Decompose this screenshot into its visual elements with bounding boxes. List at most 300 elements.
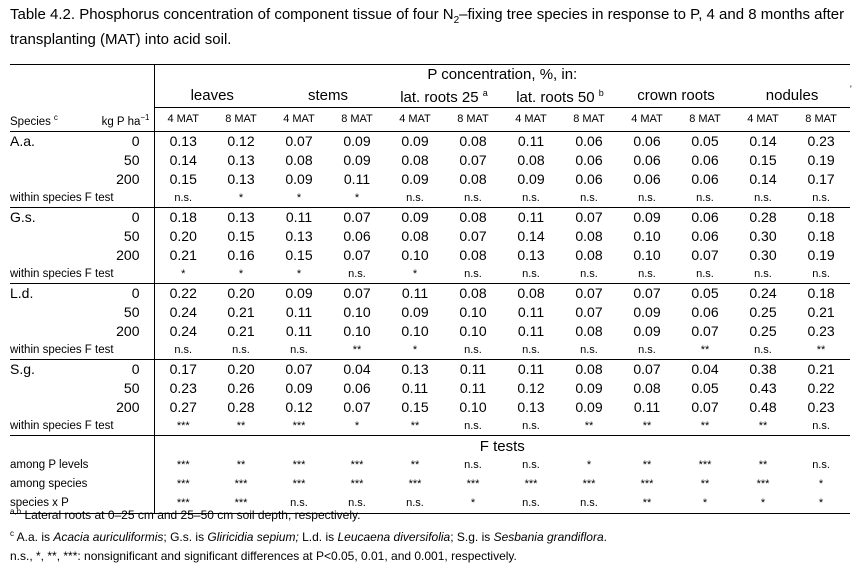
ftest-cell: n.s. [406,192,424,205]
value-cell: 0.09 [575,399,603,416]
value-cell: 0.05 [691,133,719,150]
group-header [270,84,386,108]
value-cell: 0.09 [633,323,661,340]
value-cell: 0.10 [459,304,487,321]
value-cell: 0.21 [792,360,850,380]
value-cell: 0.12 [285,399,313,416]
ftest-cell: n.s. [522,192,540,205]
species-blank [10,379,74,398]
ftest-cell: n.s. [464,344,482,357]
value-cell: 0.04 [676,360,734,380]
table-row [10,132,850,152]
caption-subscript: 2 [453,15,460,26]
ftest-label: within species F test [10,192,114,205]
ftest-cell: n.s. [696,268,714,281]
species-blank [10,246,74,265]
value-cell: 0.22 [154,284,212,304]
value-cell: 0.09 [270,284,328,304]
value-cell: 0.08 [401,152,429,169]
footnote-ns: n.s., *, **, ***: nonsignificant and significant differences at P<0.05, 0.01, and 0.001, respectively. [10,549,517,563]
ftest-cell: * [354,192,360,205]
value-cell: 0.13 [212,208,270,228]
ftest-cell: * [412,268,418,281]
ftest-label: within species F test [10,420,114,433]
ftest-cell: n.s. [638,268,656,281]
ftest-cell: *** [154,417,212,436]
ftest-row [10,189,850,208]
value-cell: 0.11 [285,323,313,340]
ftest-cell: * [354,420,360,433]
ftest-row [10,417,850,436]
ftest-cell: ** [410,420,420,433]
value-cell: 0.13 [285,228,313,245]
ftests-cell: *** [408,478,422,491]
value-cell: 0.08 [517,152,545,169]
value-cell: 0.14 [517,228,545,245]
value-cell: 0.10 [459,399,487,416]
value-cell: 0.15 [154,170,212,189]
value-cell: 0.26 [227,380,255,397]
value-cell: 0.07 [691,323,719,340]
ftest-cell: * [296,192,302,205]
value-cell: 0.11 [517,304,545,321]
value-cell: 0.06 [633,133,661,150]
value-cell: 0.15 [227,228,255,245]
value-cell: 0.15 [401,399,429,416]
kg-header [74,108,154,132]
ftests-cell: ** [700,478,710,491]
ftest-cell: n.s. [232,344,250,357]
ftests-cell: *** [154,475,212,494]
value-cell: 0.21 [227,304,255,321]
kg-value: 0 [74,284,154,304]
ftest-cell: n.s. [290,344,308,357]
value-cell: 0.07 [691,399,719,416]
value-cell: 0.28 [734,208,792,228]
group-header-label: nodules [765,87,819,104]
ftests-cell: *** [292,478,306,491]
species-blank [10,151,74,170]
value-cell: 0.12 [227,133,255,150]
value-cell: 0.07 [328,208,386,228]
value-cell: 0.07 [459,152,487,169]
group-header-label: crown roots [637,87,715,104]
value-cell: 0.10 [343,323,371,340]
value-cell: 0.07 [328,284,386,304]
table-row [10,360,850,380]
data-table [10,64,850,514]
ftest-cell: * [296,268,302,281]
table-row [10,170,850,189]
species-name: G.s. [10,208,74,228]
value-cell: 0.10 [633,247,661,264]
value-cell: 0.09 [517,171,545,188]
value-cell: 0.06 [691,304,719,321]
value-cell: 0.20 [212,360,270,380]
value-cell: 0.10 [343,304,371,321]
caption-part1: Table 4.2. Phosphorus concentration of component tissue of four N [10,6,454,23]
value-cell: 0.14 [154,151,212,170]
value-cell: 0.10 [459,323,487,340]
value-cell: 0.09 [386,208,444,228]
group-header [618,84,734,108]
table-row [10,151,850,170]
ftests-cell: * [818,478,824,491]
footnotes [10,504,850,564]
value-cell: 0.13 [227,152,255,169]
kg-value: 0 [74,208,154,228]
value-cell: 0.05 [691,380,719,397]
ftest-cell: n.s. [580,268,598,281]
value-cell: 0.18 [807,228,835,245]
ftest-cell: n.s. [812,192,830,205]
ftest-cell: n.s. [696,192,714,205]
ftest-cell: ** [816,344,826,357]
table-row [10,208,850,228]
value-cell: 0.11 [502,360,560,380]
ftest-cell: n.s. [812,420,830,433]
value-cell: 0.06 [691,171,719,188]
value-cell: 0.23 [807,399,835,416]
value-cell: 0.12 [517,380,545,397]
mat-header: 4 MAT [618,108,676,132]
value-cell: 0.08 [575,247,603,264]
ftest-cell: n.s. [638,344,656,357]
ftests-cell: *** [524,478,538,491]
ftest-cell: n.s. [580,344,598,357]
group-header-label: leaves [190,87,234,104]
ftests-cell: ** [618,494,676,514]
value-cell: 0.07 [343,247,371,264]
value-cell: 0.10 [401,323,429,340]
value-cell: 0.21 [227,323,255,340]
value-cell: 0.09 [343,133,371,150]
ftests-cell: n.s. [560,494,618,514]
p-concentration-header: P concentration, %, in: [154,65,850,85]
value-cell: 0.11 [502,208,560,228]
ftest-cell: n.s. [464,192,482,205]
mat-header: 8 MAT [444,108,502,132]
species-blank [10,303,74,322]
value-cell: 0.09 [401,171,429,188]
value-cell: 0.06 [575,152,603,169]
footnote-c-part: ; G.s. is [163,530,208,544]
ftests-cell: *** [212,494,270,514]
ftest-cell: n.s. [522,268,540,281]
mat-header: 8 MAT [676,108,734,132]
value-cell: 0.11 [386,284,444,304]
group-header-sup: a [482,88,488,98]
value-cell: 0.13 [517,247,545,264]
kg-value: 50 [123,152,140,169]
footnote-c [10,526,850,545]
table-row [10,246,850,265]
mat-header: 4 MAT [502,108,560,132]
value-cell: 0.08 [459,171,487,188]
value-cell: 0.14 [749,133,777,150]
ftest-cell: n.s. [754,344,772,357]
ftest-cell: n.s. [522,420,540,433]
value-cell: 0.23 [154,379,212,398]
species-header [10,108,74,132]
ftests-cell: *** [350,459,364,472]
ftests-cell: n.s. [812,459,830,472]
value-cell: 0.08 [575,228,603,245]
value-cell: 0.24 [154,303,212,322]
value-cell: 0.13 [517,399,545,416]
value-cell: 0.08 [502,284,560,304]
species-blank [10,322,74,341]
ftests-row [10,456,850,475]
value-cell: 0.20 [154,227,212,246]
value-cell: 0.15 [749,152,777,169]
ftests-cell: * [586,459,592,472]
mat-header: 8 MAT [328,108,386,132]
ftests-row-label: among species [10,478,88,491]
kg-value: 200 [116,399,140,416]
value-cell: 0.04 [328,360,386,380]
header-row-p-concentration [10,65,850,85]
kg-value: 200 [116,171,140,188]
ftests-blank [10,436,154,457]
ftest-cell: n.s. [754,192,772,205]
value-cell: 0.19 [807,152,835,169]
value-cell: 0.15 [285,247,313,264]
value-cell: 0.18 [792,208,850,228]
value-cell: 0.09 [575,380,603,397]
ftests-cell: * [444,494,502,514]
value-cell: 0.22 [807,380,835,397]
ftests-cell: n.s. [328,494,386,514]
table-row [10,303,850,322]
value-cell: 0.07 [285,133,313,150]
value-cell: 0.06 [575,133,603,150]
value-cell: 0.09 [285,380,313,397]
footnote-c-part: L.d. is [298,530,338,544]
value-cell: 0.13 [154,132,212,152]
ftests-cell: n.s. [502,494,560,514]
value-cell: 0.48 [749,399,777,416]
header-blank [10,84,154,108]
species-name: L.d. [10,284,74,304]
ftests-cell: n.s. [270,494,328,514]
kg-value: 0 [74,360,154,380]
value-cell: 0.20 [212,284,270,304]
ftests-title: F tests [154,436,850,457]
kg-value: 200 [116,247,140,264]
value-cell: 0.09 [401,133,429,150]
value-cell: 0.07 [459,228,487,245]
ftests-cell: *** [698,459,712,472]
species-name: A.a. [10,133,35,150]
ftest-row [10,341,850,360]
mat-header: 8 MAT [792,108,850,132]
value-cell: 0.24 [154,322,212,341]
mat-header: 4 MAT [154,108,212,132]
value-cell: 0.06 [343,228,371,245]
value-cell: 0.18 [792,284,850,304]
value-cell: 0.14 [749,171,777,188]
ftests-cell: ** [642,459,652,472]
value-cell: 0.10 [633,228,661,245]
ftests-row-label: species x P [10,494,154,514]
value-cell: 0.06 [633,152,661,169]
footnote-c-part: Leucaena diversifolia [337,530,451,544]
table-row [10,379,850,398]
value-cell: 0.16 [227,247,255,264]
value-cell: 0.38 [734,360,792,380]
value-cell: 0.09 [401,304,429,321]
footnote-c-part: Sesbania grandiflora [493,530,604,544]
value-cell: 0.30 [749,247,777,264]
ftests-cell: *** [154,456,212,475]
species-header-sup: c [53,112,58,122]
value-cell: 0.13 [227,171,255,188]
ftests-cell: *** [292,459,306,472]
ftests-cell: *** [234,478,248,491]
kg-header-sup: −1 [140,112,150,122]
mat-header: 4 MAT [734,108,792,132]
value-cell: 0.07 [343,399,371,416]
value-cell: 0.23 [807,323,835,340]
ftest-cell: n.s. [522,344,540,357]
ftests-cell: ** [758,459,768,472]
ftests-cell: n.s. [522,459,540,472]
group-header [734,84,850,108]
ftest-cell: ** [700,420,710,433]
stray-mark: ' [850,84,852,94]
value-cell: 0.08 [444,284,502,304]
value-cell: 0.25 [749,323,777,340]
value-cell: 0.43 [749,380,777,397]
ftests-cell: *** [350,478,364,491]
value-cell: 0.11 [459,380,487,397]
ftest-cell: n.s. [348,268,366,281]
species-name: S.g. [10,360,74,380]
footnote-ab-text: Lateral roots at 0–25 cm and 25–50 cm soil depth, respectively. [21,508,361,522]
value-cell: 0.07 [560,208,618,228]
value-cell: 0.08 [459,133,487,150]
ftests-cell: n.s. [386,494,444,514]
table-row [10,284,850,304]
value-cell: 0.13 [386,360,444,380]
value-cell: 0.11 [517,133,545,150]
ftest-cell: ** [700,344,710,357]
group-header-label: lat. roots 25 [400,89,479,106]
footnote-c-part: . [603,530,607,544]
ftest-cell: * [412,344,418,357]
ftest-row [10,265,850,284]
group-header-sup: b [598,88,604,98]
value-cell: 0.07 [575,304,603,321]
group-header [502,84,618,108]
value-cell: 0.08 [401,228,429,245]
ftests-cell: * [792,494,850,514]
value-cell: 0.07 [270,360,328,380]
ftest-label: within species F test [10,344,114,357]
value-cell: 0.06 [575,171,603,188]
mat-header: 4 MAT [270,108,328,132]
kg-value: 50 [123,380,140,397]
value-cell: 0.28 [227,399,255,416]
ftest-cell: * [238,192,244,205]
ftest-cell: ** [236,420,246,433]
ftest-cell: n.s. [638,192,656,205]
kg-value: 50 [123,304,140,321]
ftest-cell: ** [758,420,768,433]
footnote-c-part: Gliricidia sepium; [207,530,299,544]
ftests-cell: ** [236,459,246,472]
value-cell: 0.06 [691,152,719,169]
value-cell: 0.11 [633,399,661,416]
mat-header: 8 MAT [560,108,618,132]
footnote-c-part: Acacia auriculiformis [53,530,164,544]
value-cell: 0.07 [618,360,676,380]
value-cell: 0.08 [633,380,661,397]
table-row [10,398,850,417]
value-cell: 0.09 [618,208,676,228]
ftest-cell: *** [292,420,306,433]
value-cell: 0.08 [560,360,618,380]
kg-value: 0 [131,133,140,150]
ftest-label: within species F test [10,268,114,281]
ftests-cell: *** [582,478,596,491]
kg-value: 50 [123,228,140,245]
value-cell: 0.11 [444,360,502,380]
value-cell: 0.11 [270,208,328,228]
value-cell: 0.11 [343,171,371,188]
value-cell: 0.08 [285,152,313,169]
value-cell: 0.11 [285,304,313,321]
value-cell: 0.17 [807,171,835,188]
value-cell: 0.08 [575,323,603,340]
value-cell: 0.24 [734,284,792,304]
value-cell: 0.10 [401,247,429,264]
footnote-c-mark: c [10,529,14,538]
ftests-cell: n.s. [464,459,482,472]
ftest-cell: n.s. [464,268,482,281]
ftests-cell: *** [640,478,654,491]
group-header-label: stems [307,87,348,104]
value-cell: 0.21 [154,246,212,265]
ftest-cell: ** [642,420,652,433]
header-blank [10,65,154,85]
value-cell: 0.17 [154,360,212,380]
value-cell: 0.06 [676,208,734,228]
value-cell: 0.09 [285,171,313,188]
species-header-label: Species [10,115,51,128]
footnote-c-part: ; S.g. is [450,530,494,544]
ftests-title-row [10,436,850,457]
table-row [10,322,850,341]
ftests-cell: ** [410,459,420,472]
footnote-ab [10,504,850,523]
ftest-cell: ** [352,344,362,357]
caption-part2: –fixing tree species in response to P, 4 and 8 months after transplanting (MAT) into acid soil. [10,6,845,48]
ftest-cell: n.s. [754,268,772,281]
ftest-cell: * [238,268,244,281]
species-blank [10,170,74,189]
group-header [386,84,502,108]
value-cell: 0.25 [749,304,777,321]
value-cell: 0.05 [676,284,734,304]
ftests-cell: * [676,494,734,514]
value-cell: 0.06 [343,380,371,397]
species-blank [10,227,74,246]
footnote-ab-mark: a,b [10,507,22,516]
value-cell: 0.07 [618,284,676,304]
value-cell: 0.08 [459,247,487,264]
